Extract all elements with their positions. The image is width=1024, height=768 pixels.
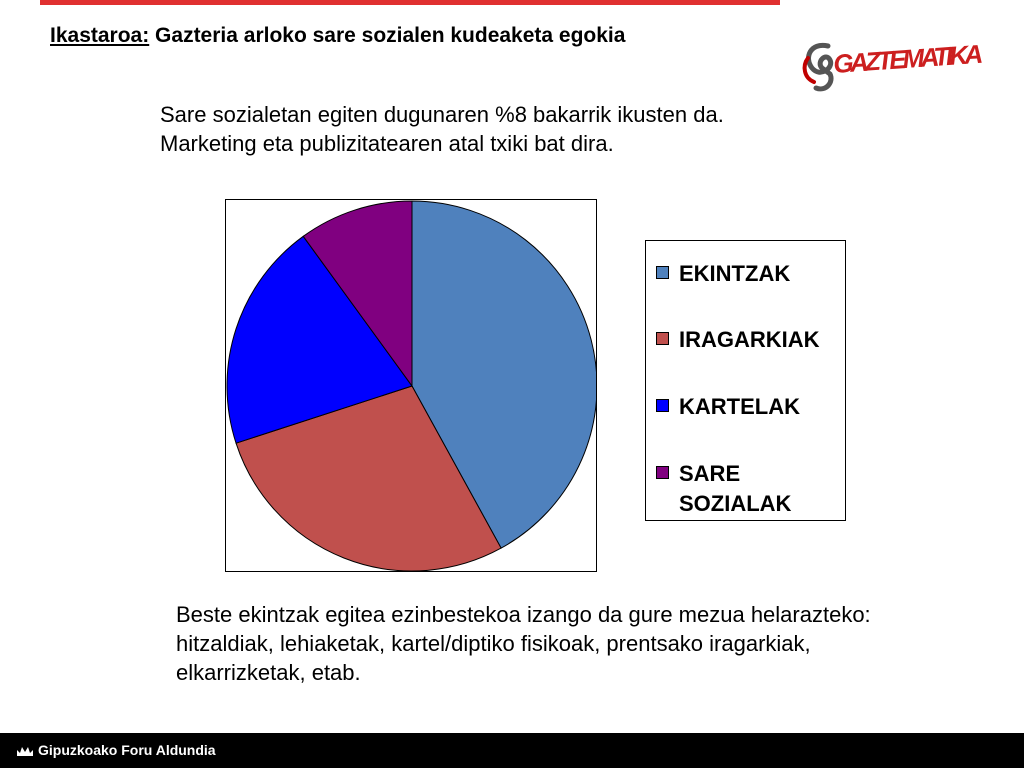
crown-icon (16, 745, 34, 759)
pie-chart-area (225, 199, 597, 572)
intro-text: Sare sozialetan egiten dugunaren %8 bakarrik ikusten da. Marketing eta publizitatearen atal txiki bat dira. (160, 102, 724, 156)
footer-bar (0, 733, 1024, 768)
title-rest: Gazteria arloko sare sozialen kudeaketa egokia (149, 24, 626, 47)
legend-item-kartelak (656, 392, 839, 422)
chart-legend (645, 240, 846, 521)
legend-label: KARTELAK (679, 394, 800, 419)
legend-label: SARE SOZIALAK (679, 461, 792, 516)
footer-text: Gipuzkoako Foru Aldundia (38, 742, 216, 758)
pie-chart (226, 200, 596, 571)
slide-title (50, 24, 625, 48)
legend-label: EKINTZAK (679, 261, 791, 286)
legend-swatch (656, 332, 669, 345)
legend-swatch (656, 466, 669, 479)
gaztematika-logo (800, 38, 990, 96)
title-prefix: Ikastaroa: (50, 24, 150, 47)
logo-text: GAZTEMATIKA (832, 38, 985, 79)
legend-swatch (656, 266, 669, 279)
legend-swatch (656, 399, 669, 412)
top-accent-bar (40, 0, 780, 5)
legend-item-sare-sozialak (656, 459, 839, 519)
legend-label: IRAGARKIAK (679, 327, 820, 352)
legend-item-iragarkiak (656, 325, 839, 355)
legend-item-ekintzak (656, 259, 839, 289)
body-text: Beste ekintzak egitea ezinbestekoa izango da gure mezua helarazteko: hitzaldiak, lehiaketak, kartel/diptiko fisikoak, prentsako iragarkiak, elkarrizketak, etab. (176, 602, 871, 685)
